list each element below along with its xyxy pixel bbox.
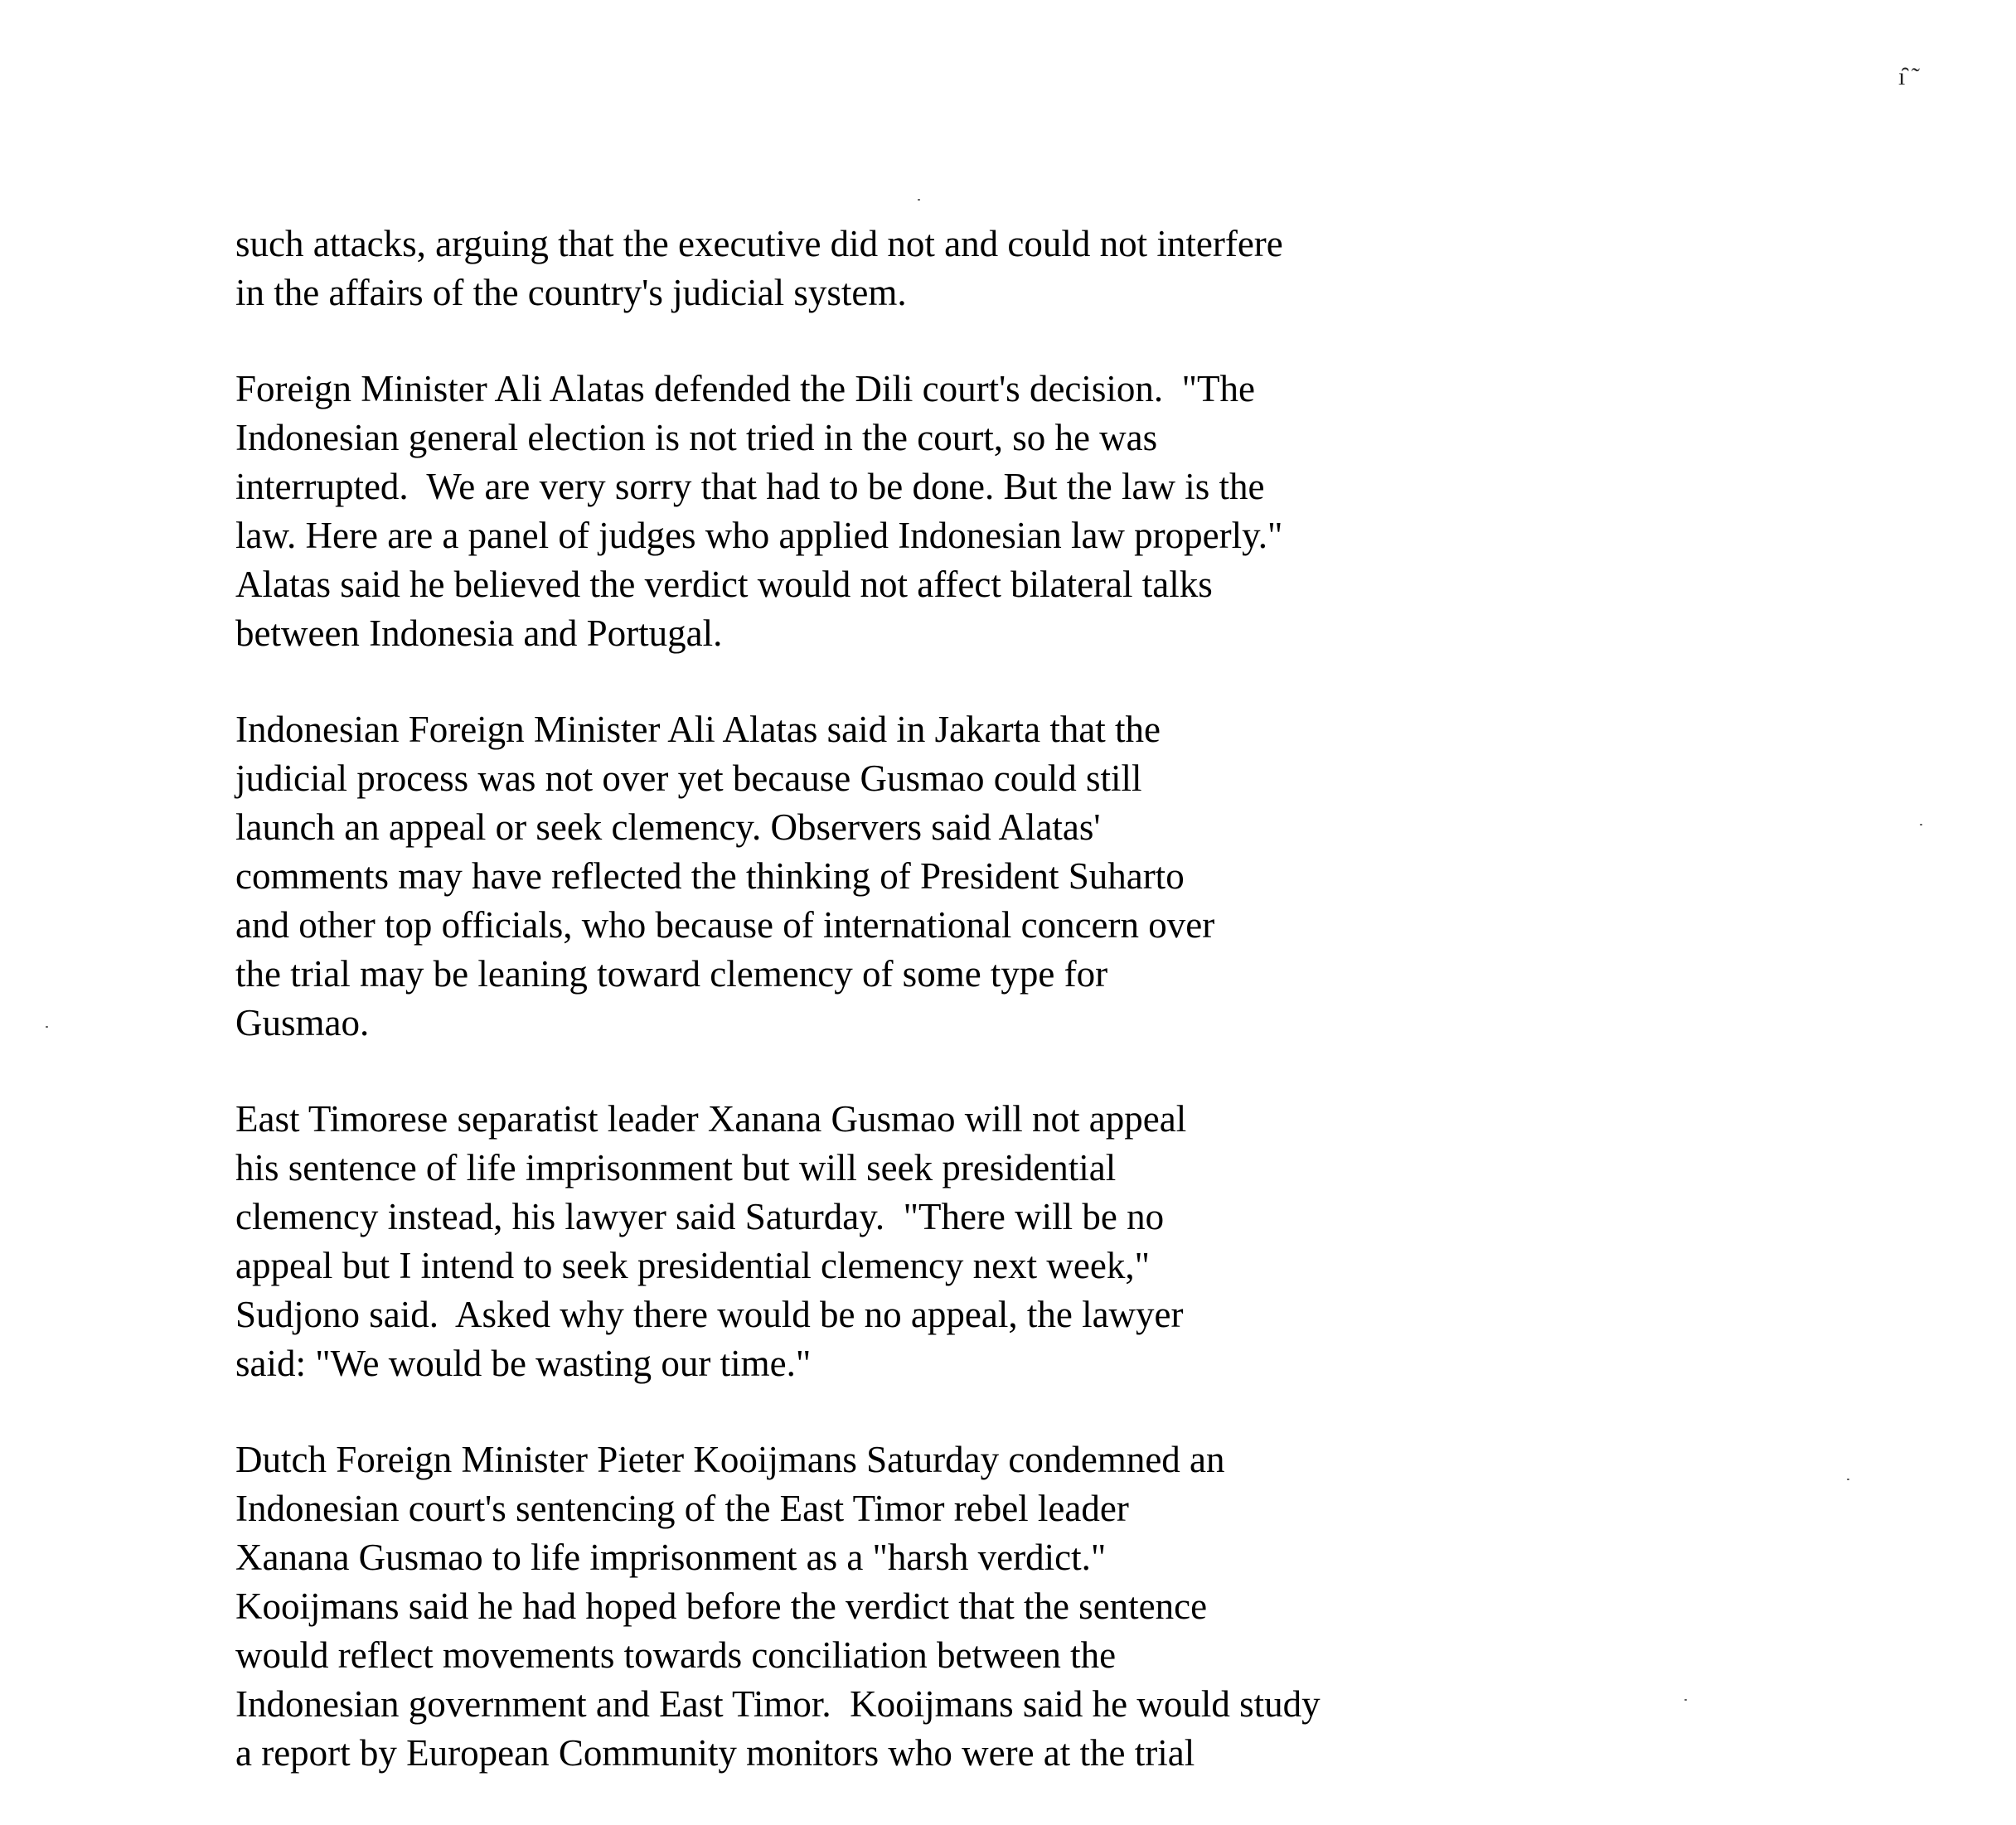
paragraph bbox=[235, 1435, 1529, 1778]
text-line: Kooijmans said he had hoped before the verdict that the sentence bbox=[235, 1585, 1208, 1627]
scan-speck bbox=[46, 1026, 48, 1028]
text-line: between Indonesia and Portugal. bbox=[235, 612, 723, 654]
text-line: said: "We would be wasting our time." bbox=[235, 1343, 812, 1384]
text-line: in the affairs of the country's judicial system. bbox=[235, 272, 907, 313]
scan-speck bbox=[918, 199, 920, 201]
text-line: appeal but I intend to seek presidential clemency next week," bbox=[235, 1245, 1150, 1286]
text-line: Indonesian government and East Timor. Kooijmans said he would study bbox=[235, 1683, 1321, 1725]
text-line: would reflect movements towards conciliation between the bbox=[235, 1634, 1117, 1676]
scan-corner-mark: ı̑ ˜ bbox=[1898, 63, 1920, 90]
text-line: Alatas said he believed the verdict would not affect bilateral talks bbox=[235, 564, 1213, 605]
article-body bbox=[235, 220, 1529, 1825]
text-line: Indonesian general election is not tried in the court, so he was bbox=[235, 417, 1158, 458]
text-line: launch an appeal or seek clemency. Observers said Alatas' bbox=[235, 806, 1101, 848]
text-line: East Timorese separatist leader Xanana Gusmao will not appeal bbox=[235, 1098, 1187, 1140]
paragraph bbox=[235, 705, 1529, 1048]
paragraph bbox=[235, 1095, 1529, 1388]
text-line: his sentence of life imprisonment but will seek presidential bbox=[235, 1147, 1117, 1188]
scan-speck bbox=[1920, 824, 1922, 825]
text-line: Foreign Minister Ali Alatas defended the Dili court's decision. "The bbox=[235, 368, 1255, 409]
text-line: law. Here are a panel of judges who applied Indonesian law properly." bbox=[235, 515, 1283, 556]
text-line: Indonesian Foreign Minister Ali Alatas said in Jakarta that the bbox=[235, 709, 1161, 750]
text-line: Sudjono said. Asked why there would be no appeal, the lawyer bbox=[235, 1294, 1184, 1335]
text-line: and other top officials, who because of international concern over bbox=[235, 904, 1215, 946]
text-line: Gusmao. bbox=[235, 1002, 370, 1043]
text-line: judicial process was not over yet because Gusmao could still bbox=[235, 758, 1142, 799]
text-line: interrupted. We are very sorry that had to be done. But the law is the bbox=[235, 466, 1265, 507]
text-line: clemency instead, his lawyer said Saturday. "There will be no bbox=[235, 1196, 1165, 1237]
scan-speck bbox=[1684, 1699, 1687, 1701]
paragraph bbox=[235, 220, 1529, 317]
paragraph bbox=[235, 365, 1529, 658]
text-line: Dutch Foreign Minister Pieter Kooijmans Saturday condemned an bbox=[235, 1439, 1225, 1480]
text-line: the trial may be leaning toward clemency of some type for bbox=[235, 953, 1108, 995]
scan-speck bbox=[1847, 1479, 1849, 1480]
text-line: a report by European Community monitors who were at the trial bbox=[235, 1732, 1195, 1774]
text-line: Indonesian court's sentencing of the East Timor rebel leader bbox=[235, 1488, 1129, 1529]
text-line: such attacks, arguing that the executive did not and could not interfere bbox=[235, 223, 1283, 264]
text-line: comments may have reflected the thinking of President Suharto bbox=[235, 855, 1185, 897]
text-line: Xanana Gusmao to life imprisonment as a "harsh verdict." bbox=[235, 1537, 1107, 1578]
